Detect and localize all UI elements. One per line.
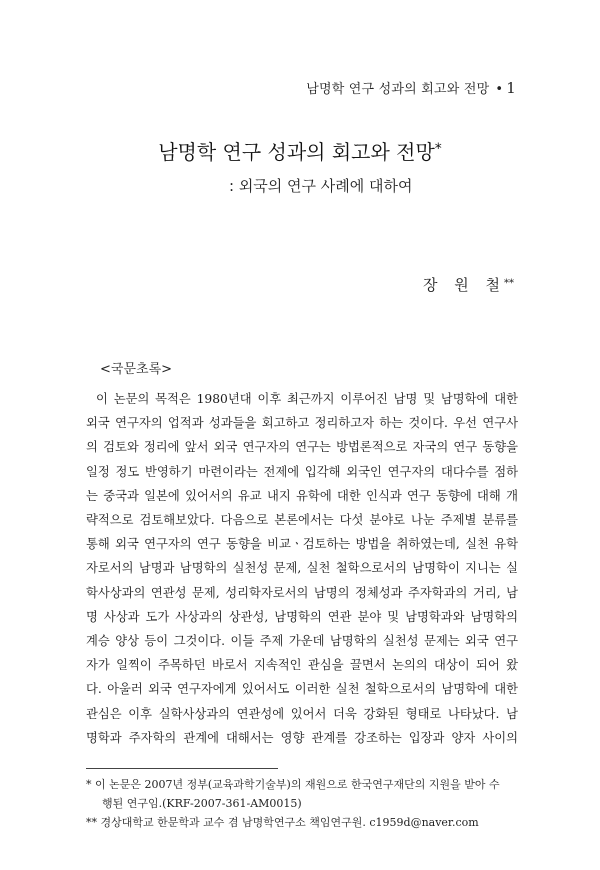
abstract-line: 자가 일찍이 주목하던 바로서 지속적인 관심을 끌면서 논의의 대상이 되어 왔 [86, 658, 518, 673]
title-footnote-marker: * [434, 141, 442, 157]
footnotes [86, 775, 518, 832]
abstract-line: 통해 외국 연구자의 연구 동향을 비교ㆍ검토하는 방법을 취하였는데, 실천 유학 [86, 537, 518, 552]
author-footnote-marker: ** [504, 278, 514, 289]
footnote-divider [86, 768, 278, 769]
running-header [306, 78, 516, 97]
abstract-line: 명학과 주자학의 관계에 대해서는 영향 관계를 강조하는 입장과 양자 사이의 [86, 730, 518, 745]
abstract-line: 관심은 이후 실학사상과의 연관성에 있어서 더욱 강화된 형태로 나타났다. 남 [86, 706, 518, 721]
footnote-funding-continuation: 행된 연구임.(KRF-2007-361-AM0015) [102, 797, 302, 810]
author-name: 장 원 철 [422, 276, 506, 294]
abstract-line: 명 사상과 도가 사상과의 상관성, 남명학의 연관 분야 및 남명학과와 남명학의 [86, 609, 518, 624]
paper-title [0, 136, 600, 165]
abstract-line: 일정 정도 반영하기 마련이라는 전제에 입각해 외국인 연구자의 대다수를 점하 [86, 464, 518, 479]
bullet-glyph: • [495, 82, 504, 97]
abstract-line: 계승 양상 등이 그것이다. 이들 주제 가운데 남명학의 실천성 문제는 외국 연구 [86, 634, 518, 649]
title-text: 남명학 연구 성과의 회고와 전망 [158, 140, 435, 164]
page-number: 1 [506, 79, 516, 97]
abstract-line: 의 검토와 정리에 앞서 외국 연구자의 연구는 방법론적으로 자국의 연구 동향을 [86, 440, 518, 455]
footnote-author-affiliation: ** 경상대학교 한문학과 교수 겸 남명학연구소 책임연구원. c1959d@naver.com [86, 816, 479, 829]
abstract-heading: <국문초록> [100, 362, 173, 377]
paper-subtitle: : 외국의 연구 사례에 대하여 [229, 177, 413, 195]
abstract-line: 는 중국과 일본에 있어서의 유교 내지 유학에 대한 인식과 연구 동향에 대해 개 [86, 488, 518, 503]
abstract-line: 다. 아울러 외국 연구자에게 있어서도 이러한 실천 철학으로서의 남명학에 대한 [86, 682, 518, 697]
footnote-funding: * 이 논문은 2007년 정부(교육과학기술부)의 재원으로 한국연구재단의 지원을 받아 수 [86, 778, 500, 791]
abstract-line: 이 논문의 목적은 1980년대 이후 최근까지 이루어진 남명 및 남명학에 대한 [96, 392, 518, 406]
abstract-line: 자로서의 남명과 남명학의 실천성 문제, 실천 철학으로서의 남명학이 지니는 실 [86, 561, 518, 576]
abstract-line: 외국 연구자의 업적과 성과들을 회고하고 정리하고자 하는 것이다. 우선 연구사 [86, 416, 518, 431]
abstract-body [86, 387, 518, 750]
abstract-line: 략적으로 검토해보았다. 다음으로 본론에서는 다섯 분야로 나눈 주제별 분류를 [86, 513, 518, 528]
author-line [423, 274, 514, 295]
running-title: 남명학 연구 성과의 회고와 전망 [306, 82, 490, 97]
abstract-line: 학사상과의 연관성 문제, 성리학자로서의 남명의 정체성과 주자학과의 거리, 남 [86, 585, 518, 600]
